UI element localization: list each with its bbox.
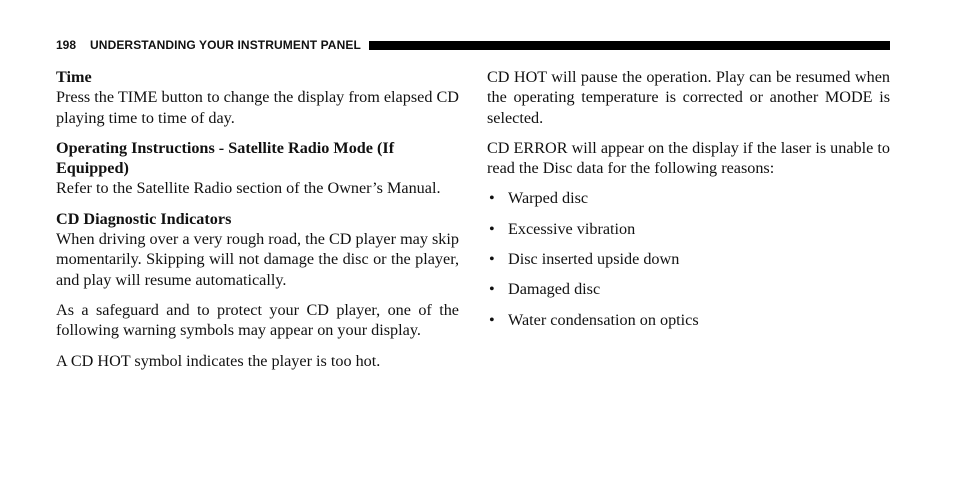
- page-header: [56, 38, 890, 52]
- cd-hot-symbol-paragraph: A CD HOT symbol indicates the player is too hot.: [56, 351, 381, 370]
- bullet-mark: •: [489, 280, 495, 299]
- list-item-text: Excessive vibration: [508, 219, 636, 238]
- list-item: [487, 310, 890, 330]
- section-satellite: [56, 138, 459, 199]
- list-item: [487, 249, 890, 269]
- time-heading: Time: [56, 68, 92, 86]
- bullet-mark: •: [489, 219, 495, 238]
- section-time: [56, 67, 459, 128]
- safeguard-paragraph: As a safeguard and to protect your CD player, one of the following warning symbols may appear on your display.: [56, 300, 459, 340]
- left-column: [56, 67, 459, 381]
- diagnostics-body: When driving over a very rough road, the CD player may skip momentarily. Skipping will not damage the disc or the player, and play will resume automatically.: [56, 230, 459, 289]
- cd-error-reasons-list: [487, 188, 890, 329]
- cd-error-paragraph: CD ERROR will appear on the display if the laser is unable to read the Disc data for the following reasons:: [487, 138, 890, 178]
- satellite-heading: Operating Instructions - Satellite Radio Mode (If Equipped): [56, 138, 395, 178]
- section-diagnostics: [56, 209, 459, 290]
- list-item-text: Damaged disc: [508, 280, 601, 299]
- diagnostics-heading: CD Diagnostic Indicators: [56, 209, 232, 228]
- list-item-text: Disc inserted upside down: [508, 250, 680, 269]
- bullet-mark: •: [489, 250, 495, 269]
- list-item: [487, 219, 890, 239]
- list-item: [487, 188, 890, 208]
- header-rule: [369, 41, 890, 50]
- cd-hot-pause-paragraph: CD HOT will pause the operation. Play can be resumed when the operating temperature is corrected or another MODE is selected.: [487, 68, 890, 127]
- running-head: UNDERSTANDING YOUR INSTRUMENT PANEL: [90, 38, 361, 52]
- list-item: [487, 279, 890, 299]
- bullet-mark: •: [489, 310, 495, 329]
- list-item-text: Warped disc: [508, 189, 589, 208]
- time-body: Press the TIME button to change the display from elapsed CD playing time to time of day.: [56, 88, 459, 127]
- list-item-text: Water condensation on optics: [508, 310, 699, 329]
- page-number: 198: [56, 38, 77, 52]
- right-column: [487, 67, 890, 340]
- satellite-body: Refer to the Satellite Radio section of the Owner’s Manual.: [56, 179, 441, 198]
- bullet-mark: •: [489, 189, 495, 208]
